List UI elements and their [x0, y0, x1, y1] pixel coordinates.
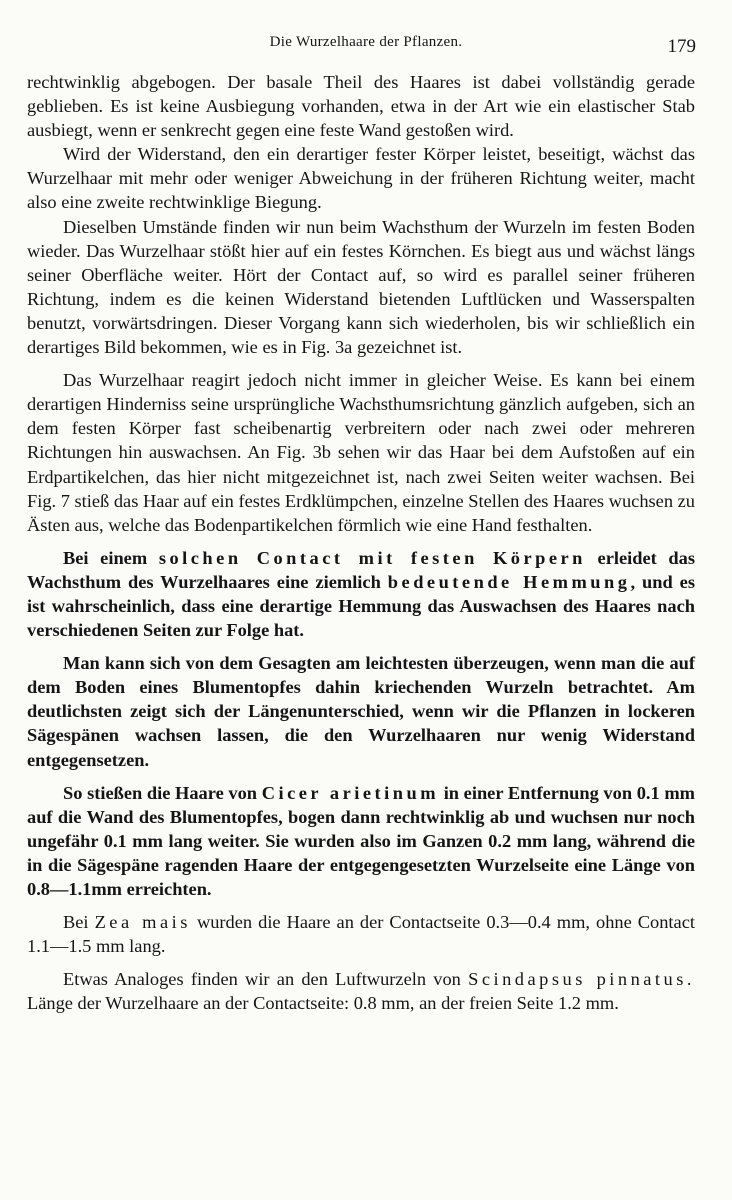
paragraph-8-text-c: wurden die Haare an der Contactseite 0.3—0.4 mm, ohne Contact 1.1—1.5 mm lang. [27, 912, 695, 957]
paragraph-5-text-a: Bei einem [63, 547, 148, 568]
paragraph-3-text: Dieselben Umstände finden wir nun beim Wachsthum der Wurzeln im festen Boden wieder. Das Wurzelhaar stößt hier auf ein festes Körnchen. Es biegt aus und wächst längs seiner Oberfläche weiter. Hört der Contact auf, so wird es parallel seiner früheren Richtung, indem es die keinen Widerstand bietenden Luftlücken und Wasserspalten benutzt, vorwärtsdringen. Dieser Vorgang kann sich wiederholen, bis wir schließlich ein derartiges Bild bekommen, wie es in Fig. 3a gezeichnet ist. [27, 216, 695, 358]
paragraph-5-emphasis-b: bedeutende Hemmung [387, 571, 631, 592]
paragraph-2-text: Wird der Widerstand, den ein derartiger fester Körper leistet, beseitigt, wächst das Wurzelhaar mit mehr oder weniger Abweichung in der früheren Richtung weiter, macht also eine zweite rechtwinklige Biegung. [27, 144, 695, 213]
species-name-scindapsus: Scindapsus pinnatus. [468, 969, 695, 990]
paragraph-4 [27, 368, 695, 537]
paragraph-3 [27, 215, 695, 360]
paragraph-9-text-a: Etwas Analoges finden wir an den Luftwurzeln von [63, 969, 461, 990]
paragraph-6 [27, 651, 695, 771]
species-name-cicer: Cicer arietinum [261, 782, 440, 803]
paragraph-7 [27, 781, 695, 901]
paragraph-1-text: rechtwinklig abgebogen. Der basale Theil des Haares ist dabei vollständig gerade geblieben. Es ist keine Ausbiegung vorhanden, etwa in der Art wie ein elastischer Stab ausbiegt, wenn er senkrecht gegen eine feste Wand gestoßen wird. [27, 72, 695, 141]
paragraph-9-text-c: Länge der Wurzelhaare an der Contactseite: 0.8 mm, an der freien Seite 1.2 mm. [27, 993, 619, 1014]
paragraph-6-text: Man kann sich von dem Gesagten am leichtesten überzeugen, wenn man die auf dem Boden eines Blumentopfes dahin kriechenden Wurzeln betrachtet. Am deutlichsten zeigt sich der Längenunterschied, wenn wir die Pflanzen in lockeren Sägespänen wachsen lassen, die den Wurzelhaaren nur wenig Widerstand entgegensetzen. [27, 653, 695, 770]
paragraph-7-text-a: So stießen die Haare von [63, 782, 258, 803]
paragraph-1 [27, 70, 695, 142]
paragraph-9 [27, 967, 695, 1015]
paragraph-8-text-a: Bei [63, 912, 89, 933]
paragraph-5-text-e: , und es ist wahrscheinlich, dass eine derartige Hemmung das Auswachsen des Haares nach verschiedenen Seiten zur Folge hat. [27, 571, 695, 641]
species-name-zea: Zea mais [94, 912, 191, 933]
page-number: 179 [667, 36, 696, 57]
body-text [27, 70, 695, 1015]
paragraph-7-text-c: in einer Entfernung von 0.1 mm auf die Wand des Blumentopfes, bogen dann rechtwinklig ab und wuchsen nur noch ungefähr 0.1 mm lang weiter. Sie wurden also im Ganzen 0.2 mm lang, während die in die Sägespäne ragenden Haare der entgegengesetzten Wurzelseite eine Länge von 0.8—1.1mm erreichten. [27, 782, 695, 899]
paragraph-5-emphasis-a: solchen Contact mit festen Körpern [158, 547, 586, 568]
paragraph-8 [27, 910, 695, 958]
paragraph-5 [27, 546, 695, 642]
paragraph-2 [27, 142, 695, 214]
page-header [0, 32, 732, 62]
paragraph-5-text-c: erleidet das Wachsthum des Wurzelhaares eine ziemlich [27, 547, 695, 592]
paragraph-4-text: Das Wurzelhaar reagirt jedoch nicht immer in gleicher Weise. Es kann bei einem derartigen Hinderniss seine ursprüngliche Wachsthumsrichtung gänzlich aufgeben, sich an dem festen Körper fast scheibenartig verbreitern oder nach zwei oder mehreren Richtungen hin auswachsen. An Fig. 3b sehen wir das Haar bei dem Aufstoßen auf ein Erdpartikelchen, das hier nicht mitgezeichnet ist, nach zwei Seiten weiter wachsen. Bei Fig. 7 stieß das Haar auf ein festes Erdklümpchen, einzelne Stellen des Haares wuchsen zu Ästen aus, welche das Bodenpartikelchen förmlich wie eine Hand festhalten. [27, 370, 695, 535]
running-title: Die Wurzelhaare der Pflanzen. [269, 34, 463, 50]
